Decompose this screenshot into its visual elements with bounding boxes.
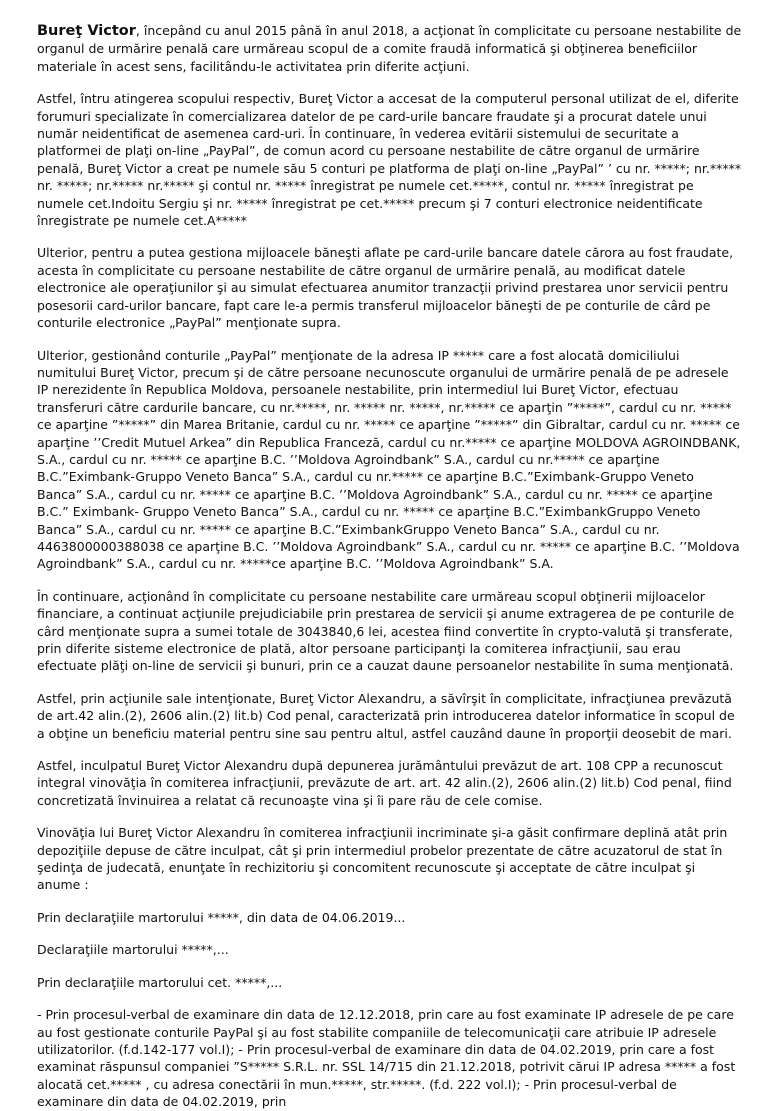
paragraph-intro: [37, 22, 742, 75]
paragraph-paypal-accounts: Astfel, întru atingerea scopului respectiv, Bureţ Victor a accesat de la computerul personal utilizat de el, diferite forumuri specializate în comercializarea datelor de pe card-urile bancare fraudate şi a procurat datele unui număr neidentificat de asemenea card-uri. În continuare, în vederea evitării sistemului de securitate a platformei de plaţi on-line „PayPal”, de comun acord cu persoane nestabilite de către organul de urmărire penală, Bureţ Victor a creat pe numele său 5 conturi pe platforma de plaţi on-line „PayPal” ’ cu nr. *****; nr.***** nr. *****; nr.***** nr.***** şi contul nr. ***** înregistrat pe numele cet.*****, contul nr. ***** înregistrat pe numele cet.Indoitu Sergiu şi nr. ***** înregistrat pe cet.***** precum şi 7 conturi electronice neidentificate înregistrate pe numele cet.A*****: [37, 91, 742, 229]
paragraph-witness-1: Prin declaraţiile martorului *****, din data de 04.06.2019...: [37, 909, 406, 925]
paragraph-evidence: - Prin procesul-verbal de examinare din data de 12.12.2018, prin care au fost examinate IP adresele de pe care au fost gestionate conturile PayPal şi au fost stabilite companiile de telecomunicaţii care atribuie IP adresele utilizatorilor. (f.d.142-177 vol.I); - Prin procesul-verbal de examinare din data de 04.02.2019, prin care a fost examinat răspunsul companiei ”S***** S.R.L. nr. SSL 14/715 din 21.12.2018, potrivit cărui IP adresa ***** a fost alocată cet.***** , cu adresa conectării în mun.*****, str.*****. (f.d. 222 vol.I); - Prin procesul-verbal de examinare din data de 04.02.2019, prin: [37, 1007, 736, 1110]
intro-text: , începând cu anul 2015 până în anul 2018, a acţionat în complicitate cu persoane nestabilite de organul de urmărire penală care urmăreau scopul de a comite fraudă informatică şi obţinerea beneficiilor materiale în acest sens, facilitându-le activitatea prin diferite acţiuni.: [37, 23, 742, 74]
paragraph-guilt: Vinovăţia lui Bureţ Victor Alexandru în comiterea infracţiunii incriminate şi-a găsit confirmare deplină atât prin depoziţiile depuse de către inculpat, cât şi prin intermediul probelor prezentate de către acuzatorul de stat în şedinţa de judecată, enunţate în rechizitoriu şi concomitent recunoscute şi acceptate de către inculpat şi anume :: [37, 825, 728, 893]
paragraph-witness-2: Declaraţiile martorului *****,...: [37, 942, 229, 958]
defendant-name: Bureţ Victor: [37, 23, 136, 39]
paragraph-admission: Astfel, inculpatul Bureţ Victor Alexandru după depunerea jurământului prevăzut de art. 108 CPP a recunoscut integral vinovăţia în comiterea infracţiunii, prevăzute de art. art. 42 alin.(2), 2606 alin.(2) lit.b) Cod penal, fiind concretizată învinuirea a relatat că recunoaşte vina şi îi pare rău de cele comise.: [37, 758, 732, 808]
paragraph-card-transfers: Ulterior, gestionând conturile „PayPal” menţionate de la adresa IP ***** care a fost alocată domiciliului numitului Bureţ Victor, precum şi de către persoane necunoscute organului de urmărire penală de pe adresele IP nerezidente în Republica Moldova, persoanele nestabilite, prin intermediul lui Bureţ Victor, efectuau transferuri către cardurile bancare, cu nr.*****, nr. ***** nr. *****, nr.***** ce aparţin ”*****”, cardul cu nr. ***** ce aparţine ”*****” din Marea Britanie, cardul cu nr. ***** ce aparţine ”*****” din Gibraltar, cardul cu nr. ***** ce aparţine ’’Credit Mutuel Arkea” din Republica Franceză, cardul cu nr.***** ce aparţine MOLDOVA AGROINDBANK, S.A., cardul cu nr. ***** ce aparţine B.C. ’’Moldova Agroindbank” S.A., cardul cu nr.***** ce aparţine B.C.”Eximbank-Gruppo Veneto Banca” S.A., cardul cu nr.***** ce aparţine B.C.”Eximbank-Gruppo Veneto Banca” S.A., cardul cu nr. ***** ce aparţine B.C. ’’Moldova Agroindbank” S.A., cardul cu nr. ***** ce aparţine B.C.” Eximbank- Gruppo Veneto Banca” S.A., cardul cu nr. ***** ce aparţine B.C.”EximbankGruppo Veneto Banca” S.A., cardul cu nr. ***** ce aparţine B.C.”EximbankGruppo Veneto Banca” S.A., cardul cu nr. 4463800000388038 ce aparţine B.C. ’’Moldova Agroindbank” S.A., cardul cu nr. ***** ce aparţine B.C. ’’Moldova Agroindbank” S.A., cardul cu nr. *****ce aparţine B.C. ’’Moldova Agroindbank” S.A.: [37, 347, 741, 572]
paragraph-transactions: Ulterior, pentru a putea gestiona mijloacele băneşti aflate pe card-urile bancare datele cărora au fost fraudate, acesta în complicitate cu persoane nestabilite de către organul de urmărire penală, au modificat datele electronice ale operaţiunilor şi au simulat efectuarea anumitor tranzacţii privind prestarea unor servicii pentru posesorii card-urilor bancare, fapt care le-a permis transferul mijloacelor băneşti de pe conturile de cârd pe conturile electronice „PayPal” menţionate supra.: [37, 245, 734, 331]
paragraph-continuation: În continuare, acţionând în complicitate cu persoane nestabilite care urmăreau scopul obţinerii mijloacelor financiare, a continuat acţiunile prejudiciabile prin prestarea de servicii şi anume extragerea de pe conturile de cârd menţionate supra a sumei totale de 3043840,6 lei, acestea fiind convertite în crypto-valută şi transferate, prin diferite sisteme electronice de plată, altor persoane participanţi la comiterea infracţiunii, sau erau efectuate plăţi on-line de servicii şi bunuri, prin ce a cauzat daune persoanelor nestabilite în suma menţionată.: [37, 588, 735, 674]
paragraph-witness-3: Prin declaraţiile martorului cet. *****,...: [37, 974, 283, 990]
paragraph-offense: Astfel, prin acţiunile sale intenţionate, Bureţ Victor Alexandru, a săvîrşit în complicitate, infracţiunea prevăzută de art.42 alin.(2), 2606 alin.(2) lit.b) Cod penal, caracterizată prin introducerea datelor informatice în scopul de a obţine un beneficiu material pentru sine sau pentru altul, astfel cauzând daune în proporţii deosebit de mari.: [37, 690, 735, 741]
